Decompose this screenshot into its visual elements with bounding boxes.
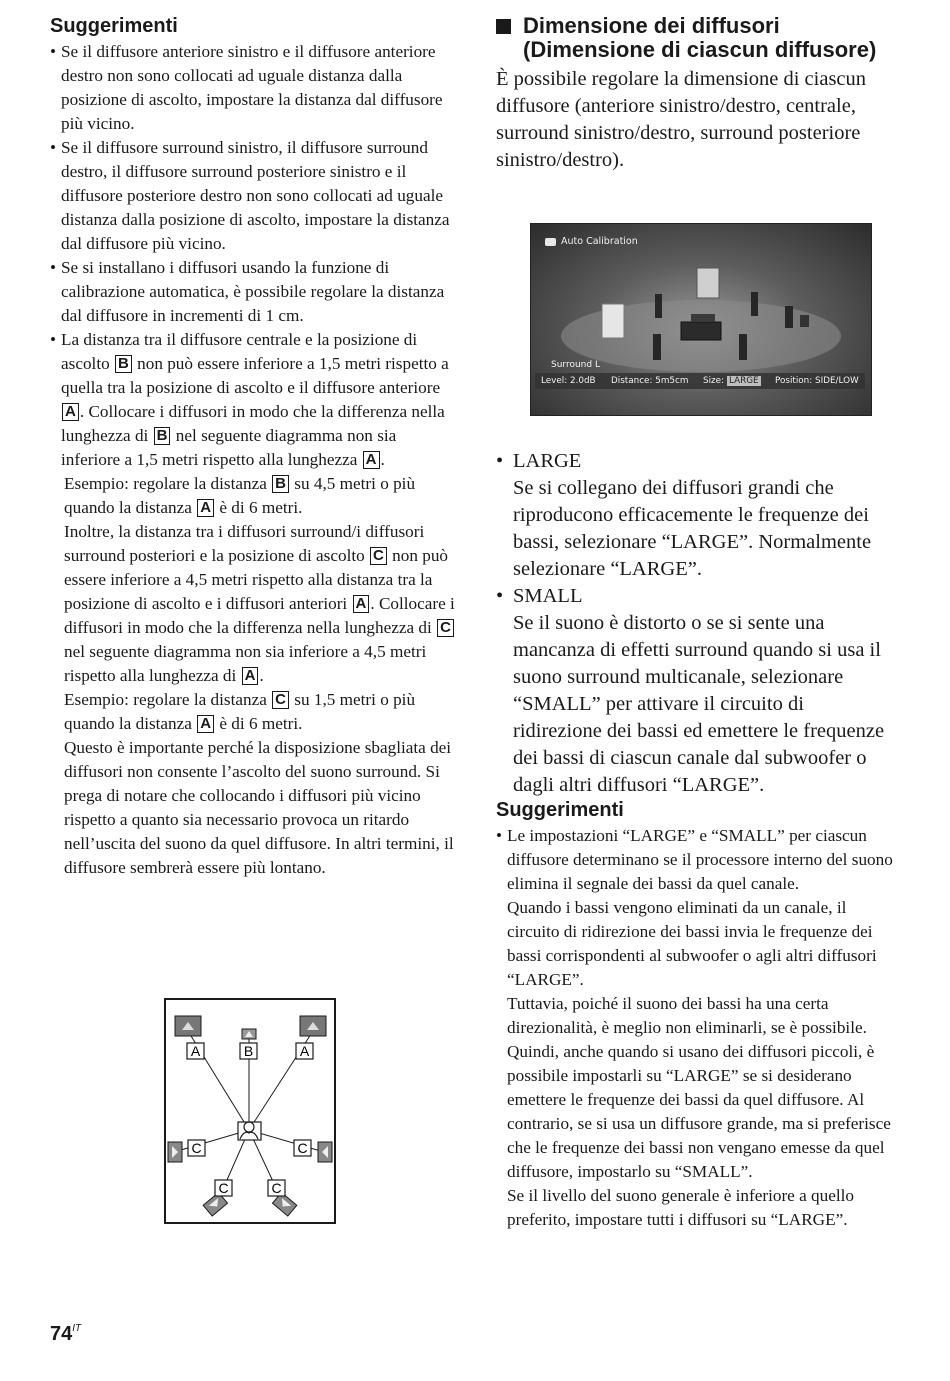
tips-heading-right: Suggerimenti [496, 799, 624, 821]
tip-bullet-2: • Se il diffusore surround sinistro, il diffusore surround destro, il diffusore surround posteriore sinistro e il diffusore posteriore destro non sono collocati ad uguale distanza dalla posizione di ascolto, impostare la distanza dal diffusore più vicino. [50, 136, 455, 256]
tip-right-2: Quando i bassi vengono eliminati da un canale, il circuito di ridirezione dei bassi invia le frequenze dei bassi corrispondenti al subwoofer o agli altri diffusori “LARGE”. [507, 898, 877, 989]
page-number: $74^{IT}$ [50, 1323, 82, 1345]
left-column [50, 14, 455, 880]
center-speaker-icon [242, 1029, 256, 1039]
size-option-small-desc: Se il suono è distorto o se si sente una mancanza di effetti surround quando si usa il suono surround multicanale, selezionare “SMALL” per attivare il circuito di ridirezione dei bassi ed emettere le frequenze dei bassi di ciascun canale dal subwoofer o dagli altri diffusori “LARGE”. [513, 612, 885, 796]
tip-bullet-1: • Se il diffusore anteriore sinistro e il diffusore anteriore destro non sono collocati ad uguale distanza dalla posizione di ascolto, impostare la distanza dal diffusore più vicino. [50, 40, 455, 136]
box-label-a: A [197, 715, 214, 733]
surround-paragraph: Inoltre, la distanza tra i diffusori surround/i diffusori surround posteriori e la posizione di ascolto C non può essere inferiore a 4,5 metri rispetto alla distanza tra la posizione di ascolto e i diffusori anteriori A . Collocare i diffusori in modo che la differenza nella lunghezza di C nel seguente diagramma non sia inferiore a 4,5 metri rispetto alla lunghezza di A . [64, 522, 455, 685]
box-label-b: B [154, 427, 171, 445]
size-selector[interactable]: LARGE [729, 376, 759, 386]
speaker-placement-diagram [164, 998, 336, 1224]
diagram-label-c-surround-left [188, 1140, 205, 1156]
section-heading [496, 14, 906, 62]
size-option-large-label: • LARGE [513, 450, 582, 472]
tip-bullet-3: • Se si installano i diffusori usando la funzione di calibrazione automatica, è possibile regolare la distanza dal diffusore in incrementi di 1 cm. [50, 256, 455, 328]
selected-speaker-name: Surround L [551, 360, 600, 370]
box-label-a: A [242, 667, 259, 685]
auto-calibration-screenshot [530, 223, 872, 416]
svg-text:A: A [190, 1043, 201, 1059]
right-column [496, 14, 906, 1294]
svg-text:C: C [271, 1180, 282, 1196]
tip-right-1: • Le impostazioni “LARGE” e “SMALL” per ciascun diffusore determinano se il processore interno del suono elimina il segnale dei bassi da quel canale. [496, 824, 896, 896]
tips-list-right [496, 824, 896, 896]
section-intro: È possibile regolare la dimensione di ciascun diffusore (anteriore sinistro/destro, centrale, surround sinistro/destro, surround posteriore sinistro/destro). [496, 68, 867, 171]
diagram-label-a-right [296, 1043, 313, 1059]
diagram-label-c-surround-right [294, 1140, 311, 1156]
size-label: Size: [703, 376, 725, 386]
surround-right-speaker-icon [318, 1142, 332, 1162]
box-label-c: C [272, 691, 289, 709]
size-option-small [496, 583, 896, 799]
size-option-small-label: • SMALL [513, 585, 583, 607]
black-square-icon [496, 19, 511, 34]
box-label-b: B [115, 355, 132, 373]
diagram-label-a-left [187, 1043, 204, 1059]
front-left-speaker-icon [175, 1016, 201, 1036]
diagram-label-c-back-right [268, 1180, 285, 1196]
diagram-label-b [240, 1043, 257, 1059]
svg-text:C: C [297, 1140, 308, 1156]
tip-bullet-4: • La distanza tra il diffusore centrale e la posizione di ascolto B non può essere inferiore a 1,5 metri rispetto a quella tra la posizione di ascolto e il diffusore anteriore A . Collocare i diffusori in modo che la differenza nella lunghezza di B nel seguente diagramma non sia inferiore a 1,5 metri rispetto alla lunghezza A . [50, 328, 455, 472]
level-readout: Level: 2.0dB [541, 376, 596, 386]
tips-heading-left: Suggerimenti [50, 15, 178, 37]
svg-text:A: A [299, 1043, 310, 1059]
size-option-large [496, 448, 896, 583]
surround-left-speaker-icon [168, 1142, 182, 1162]
box-label-c: C [370, 547, 387, 565]
tips-list-left [50, 40, 455, 472]
box-label-a: A [363, 451, 380, 469]
size-option-large-desc: Se si collegano dei diffusori grandi che riproducono efficacemente le frequenze dei bassi, selezionare “LARGE”. Normalmente selezionare “LARGE”. [513, 477, 872, 580]
speaker-diagram-svg [166, 1000, 334, 1222]
position-readout: Position: SIDE/LOW [775, 376, 859, 386]
diagram-label-c-back-left [215, 1180, 232, 1196]
example-paragraph-1: Esempio: regolare la distanza B su 4,5 metri o più quando la distanza A è di 6 metri. [64, 474, 416, 517]
svg-text:C: C [218, 1180, 229, 1196]
box-label-b: B [272, 475, 289, 493]
section-title: Dimensione dei diffusori (Dimensione di ciascun diffusore) [523, 13, 877, 62]
language-suffix: IT [72, 1323, 82, 1334]
box-label-a: A [197, 499, 214, 517]
important-paragraph: Questo è importante perché la disposizione sbagliata dei diffusori non consente l’ascolto del suono surround. Si prega di notare che collocando i diffusori più vicino rispetto a quanto sia necessario provoca un ritardo nell’uscita del suono da quel diffusore. In altri termini, il diffusore sembrerà essere più lontano. [64, 738, 454, 877]
size-options-list [496, 448, 896, 799]
tip-right-3: Tuttavia, poiché il suono dei bassi ha una certa direzionalità, è meglio non eliminarli, se è possibile. Quindi, anche quando si usano dei diffusori piccoli, è possibile impostarli su “LARGE” se si desiderano emettere le frequenze dei bassi da quel diffusore. Al contrario, se si usa un diffusore grande, ma si preferisce che le frequenze dei bassi non vengano emesse da quel diffusore, impostarlo su “SMALL”. [507, 994, 891, 1181]
tip-right-4: Se il livello del suono generale è inferiore a quello preferito, impostare tutti i diffusori su “LARGE”. [507, 1186, 854, 1229]
box-label-a: A [62, 403, 79, 421]
example-paragraph-2: Esempio: regolare la distanza C su 1,5 metri o più quando la distanza A è di 6 metri. [64, 690, 416, 733]
screenshot-title: Auto Calibration [561, 236, 638, 247]
tips-block-right [496, 798, 896, 1232]
distance-readout: Distance: 5m5cm [611, 376, 689, 386]
svg-text:B: B [243, 1043, 254, 1059]
listener-icon [238, 1122, 261, 1140]
box-label-c: C [437, 619, 454, 637]
box-label-a: A [353, 595, 370, 613]
front-right-speaker-icon [300, 1016, 326, 1036]
svg-text:C: C [191, 1140, 202, 1156]
speaker-status-bar [535, 373, 865, 389]
